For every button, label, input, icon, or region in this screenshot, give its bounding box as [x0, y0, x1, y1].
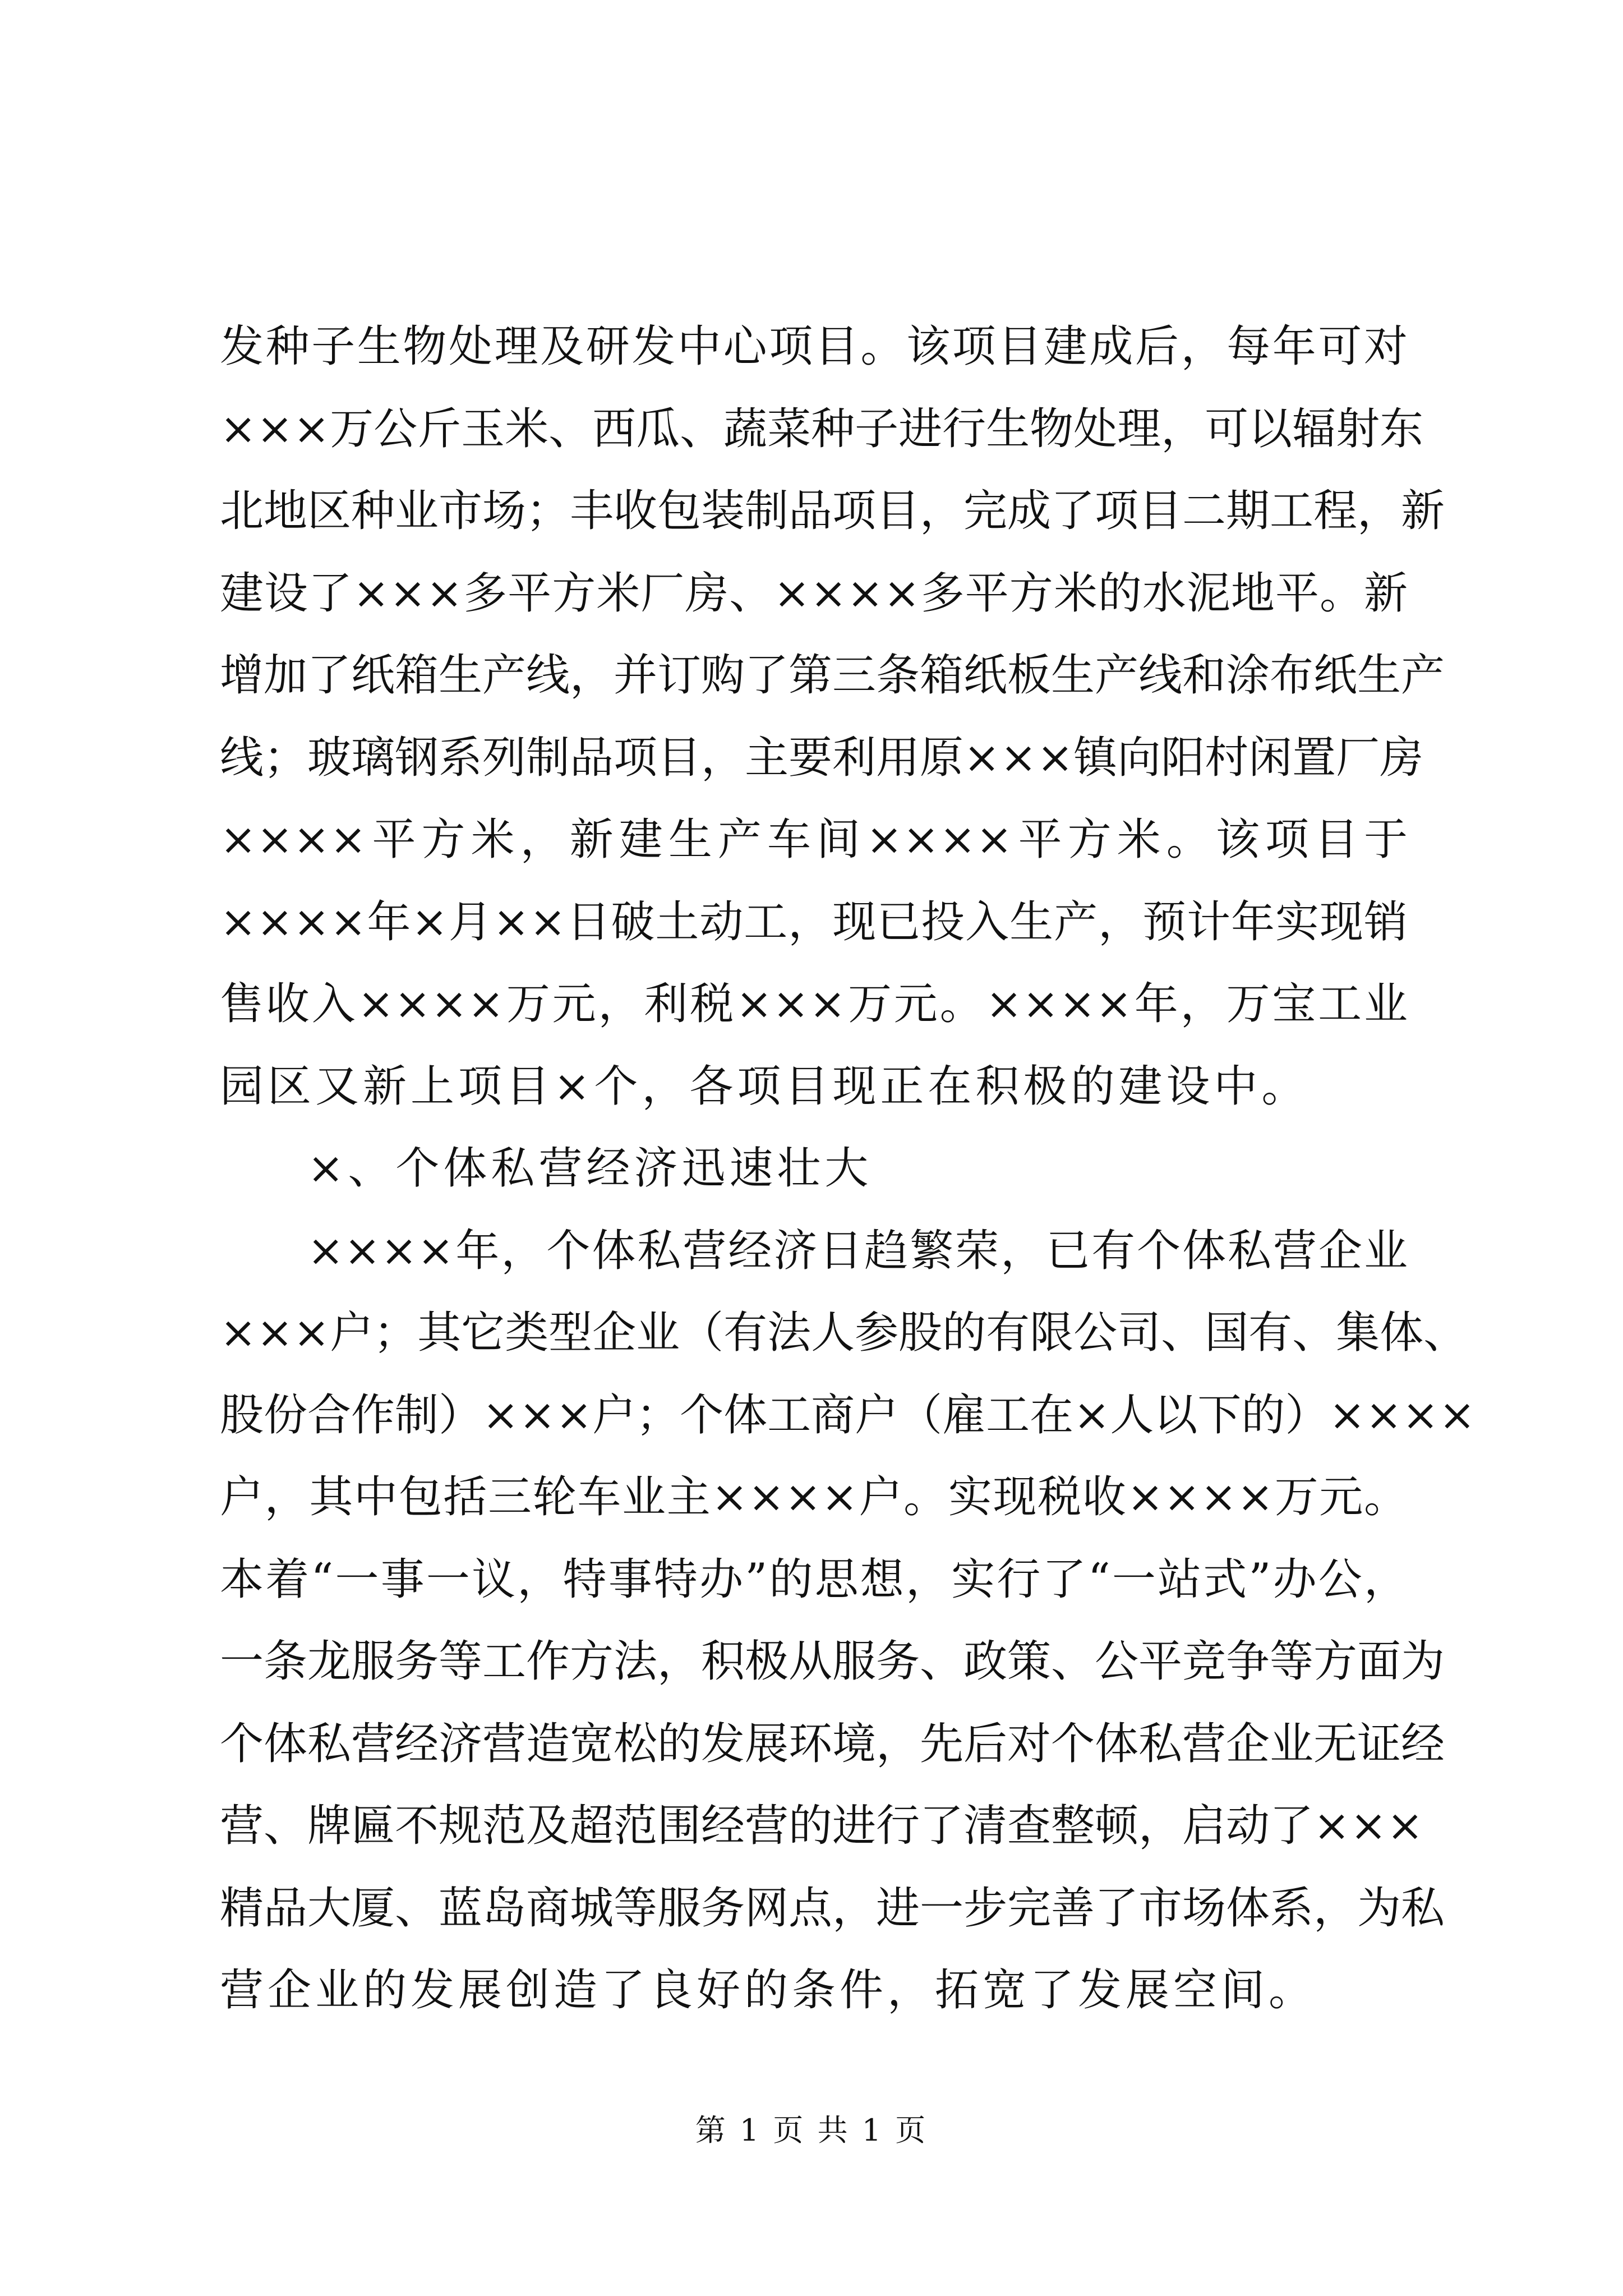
text-line: 建设了×××多平方米厂房、××××多平方米的水泥地平。新	[220, 568, 1408, 619]
text-line: 本着“一事一议，特事特办”的思想，实行了“一站式”办公，	[220, 1554, 1408, 1605]
text-line: 营、牌匾不规范及超范围经营的进行了清查整顿，启动了×××	[220, 1801, 1424, 1851]
text-line: 发种子生物处理及研发中心项目。该项目建成后，每年可对	[220, 321, 1408, 372]
text-line: ×××万公斤玉米、西瓜、蔬菜种子进行生物处理，可以辐射东	[220, 403, 1424, 454]
page-footer: 第 1 页 共 1 页	[695, 2113, 928, 2148]
text-line: 北地区种业市场；丰收包装制品项目，完成了项目二期工程，新	[220, 486, 1445, 536]
text-line: 线；玻璃钢系列制品项目，主要利用原×××镇向阳村闲置厂房	[220, 732, 1424, 783]
text-line: 园区又新上项目×个，各项目现正在积极的建设中。	[220, 1061, 1310, 1112]
text-line: 增加了纸箱生产线，并订购了第三条箱纸板生产线和涂布纸生产	[220, 650, 1445, 701]
text-line: ××××年，个体私营经济日趋繁荣，已有个体私营企业	[307, 1225, 1408, 1276]
text-line: ××××平方米，新建生产车间××××平方米。该项目于	[220, 815, 1408, 865]
section-heading: ×、个体私营经济迅速壮大	[307, 1143, 873, 1194]
text-line: ××××年×月××日破土动工，现已投入生产，预计年实现销	[220, 896, 1408, 947]
text-line: 户，其中包括三轮车业主××××户。实现税收××××万元。	[220, 1472, 1408, 1522]
text-line: 股份合作制）×××户；个体工商户（雇工在×人以下的）××××	[220, 1389, 1476, 1441]
text-line: 营企业的发展创造了良好的条件，拓宽了发展空间。	[220, 1965, 1317, 2016]
text-line: 一条龙服务等工作方法，积极从服务、政策、公平竞争等方面为	[220, 1636, 1445, 1687]
text-line: 售收入××××万元，利税×××万元。××××年，万宝工业	[220, 979, 1408, 1029]
text-line: 精品大厦、蓝岛商城等服务网点，进一步完善了市场体系，为私	[220, 1883, 1445, 1934]
text-line: 个体私营经济营造宽松的发展环境，先后对个体私营企业无证经	[220, 1718, 1445, 1769]
text-line: ×××户；其它类型企业（有法人参股的有限公司、国有、集体、	[220, 1308, 1468, 1358]
body-text	[220, 306, 1476, 2032]
